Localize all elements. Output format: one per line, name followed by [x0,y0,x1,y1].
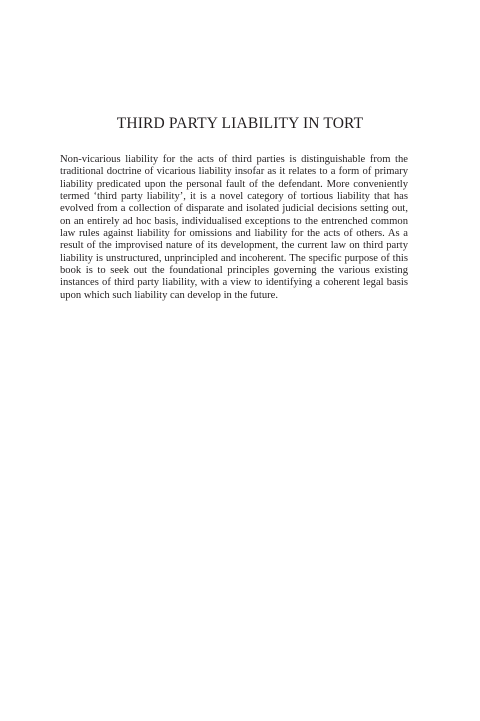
book-description: Non-vicarious liability for the acts of third parties is distinguishable from the traditional doctrine of vicarious liability insofar as it relates to a form of primary liability predicated upon the personal fault of the defendant. More conveniently termed ‘third party liability’, it is a novel category of tortious liability that has evolved from a collection of disparate and isolated judicial decisions setting out, on an entirely ad hoc basis, individualised exceptions to the entrenched common law rules against liability for omissions and liability for the acts of others. As a result of the improvised nature of its development, the current law on third party liability is unstructured, unprincipled and incoherent. The specific purpose of this book is to seek out the foundational principles governing the various existing instances of third party liability, with a view to identifying a coherent legal basis upon which such liability can develop in the future. [60,154,408,301]
book-title: THIRD PARTY LIABILITY IN TORT [116,115,364,132]
